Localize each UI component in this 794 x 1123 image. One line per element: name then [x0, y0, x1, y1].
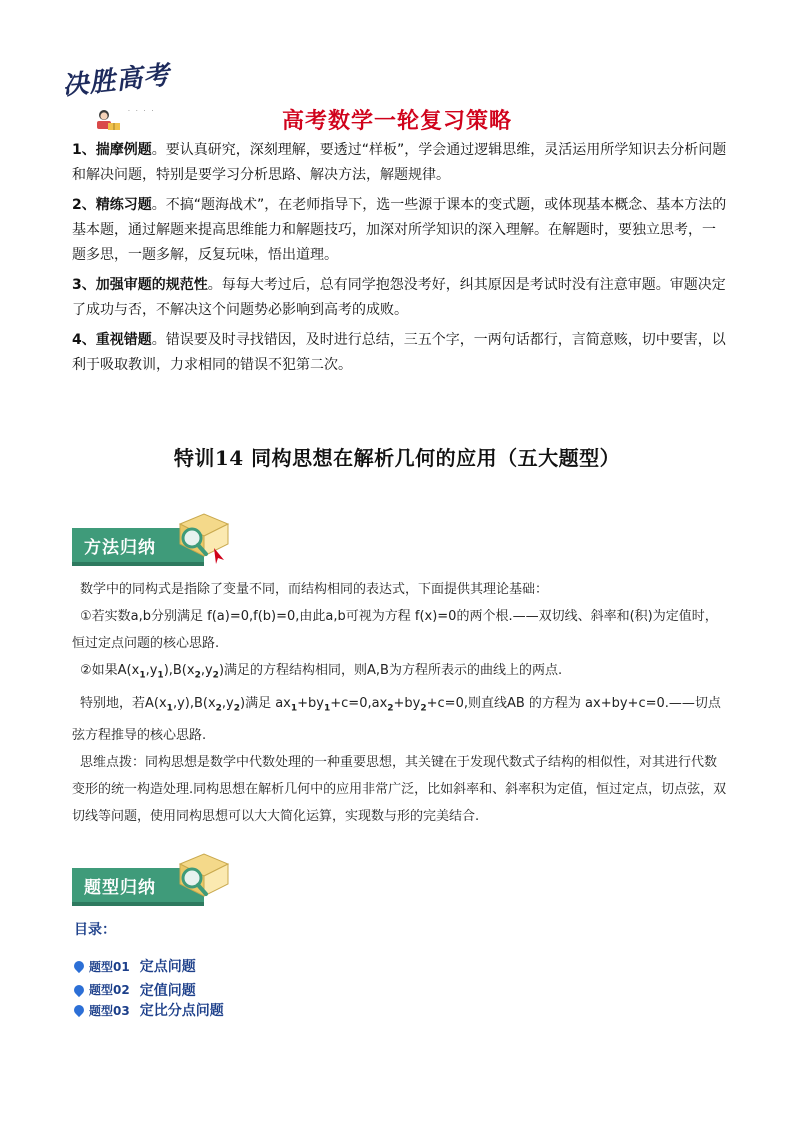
- strategy-body: 。不搞“题海战术”，在老师指导下，选一些源于课本的变式题，或体现基本概念、基本方法的基本题，通过解题来提高思维能力和解题技巧，加深对所学知识的深入理解。在解题时，要独立思考，一题多思，一题多解，反复玩味，悟出道理。: [72, 196, 727, 264]
- strategy-lead: 1、揣摩例题: [72, 142, 152, 158]
- toc-item-code: 题型03: [89, 1003, 130, 1018]
- strategy-lead: 4、重视错题: [72, 331, 152, 348]
- method-banner-label: 方法归纳: [84, 538, 156, 558]
- toc-item-name: 定值问题: [139, 982, 196, 999]
- method-summary: 思维点拨：同构思想是数学中代数处理的一种重要思想，其关键在于发现代数式子结构的相似性，对其进行代数变形的统一构造处理.同构思想在解析几何中的应用非常广泛，比如斜率和、斜率积为定值，恒过定点，切点弦，双切线等问题，使用同构思想可以大大简化运算，实现数与形的完美结合.: [72, 755, 727, 825]
- toc-item-code: 题型02: [89, 983, 130, 997]
- method-intro: 数学中的同构式是指除了变量不同，而结构相同的表达式，下面提供其理论基础：: [80, 582, 549, 597]
- strategy-list: [72, 138, 727, 383]
- toc-item-name: 定点问题: [139, 959, 196, 975]
- strategy-item: [72, 273, 727, 323]
- toc-item-name: 定比分点问题: [139, 1003, 224, 1019]
- method-point-3: 特别地，若$A(x_1,y),B(x_2,y_2)$满足 $ax_1+by_1+c=0,ax_2+by_2+c=0$,则直线AB 的方程为 ax+by+c=0.——切点弦方程推导的核心思路.: [72, 695, 721, 744]
- book-magnifier-icon: [174, 848, 234, 904]
- toc-label: 目录：: [74, 922, 116, 938]
- method-section-header: [72, 508, 232, 572]
- method-point-1: ①若实数a,b分别满足 f(a)=0,f(b)=0,由此a,b可视为方程 f(x)=0的两个根.——双切线、斜率和(积)为定值时，恒过定点问题的核心思路.: [72, 609, 718, 651]
- toc-item[interactable]: [74, 980, 224, 999]
- strategy-item: [72, 193, 727, 269]
- location-pin-icon: [72, 1003, 86, 1017]
- toc-item[interactable]: [74, 955, 224, 977]
- strategy-body: 。错误要及时寻找错因，及时进行总结，三五个字，一两句话都行，言简意赅，切中要害，以利于吸取教训，力求相同的错误不犯第二次。: [72, 331, 726, 374]
- logo-decoration: · · · ·: [128, 108, 156, 115]
- lesson-title: 特训14 同构思想在解析几何的应用（五大题型）: [173, 446, 621, 470]
- location-pin-icon: [72, 982, 86, 996]
- strategy-body: 。每每大考过后，总有同学抱怨没考好，纠其原因是考试时没有注意审题。审题决定了成功与否，不解决这个问题势必影响到高考的成败。: [72, 277, 726, 319]
- toc-item[interactable]: [74, 999, 224, 1021]
- strategy-item: [72, 138, 727, 188]
- page-title: 高考数学一轮复习策略: [281, 109, 512, 134]
- types-banner-label: 题型归纳: [84, 878, 156, 898]
- logo-text: 决胜高考: [60, 60, 172, 102]
- location-pin-icon: [72, 959, 86, 973]
- strategy-lead: 2、精练习题: [72, 196, 152, 213]
- toc-list: [74, 955, 224, 1024]
- types-section-header: [72, 848, 232, 912]
- method-point-2: ②如果$A(x_1,y_1),B(x_2,y_2)$满足的方程结构相同，则A,B为方程所表示的曲线上的两点.: [80, 663, 563, 681]
- toc-item-code: 题型01: [89, 959, 130, 974]
- strategy-body: 。要认真研究，深刻理解，要透过“样板”，学会通过逻辑思维，灵活运用所学知识去分析问题和解决问题，特别是要学习分析思路、解决方法，解题规律。: [72, 142, 727, 184]
- book-magnifier-icon: [174, 508, 234, 564]
- method-content: [72, 576, 727, 830]
- strategy-item: [72, 328, 727, 378]
- strategy-lead: 3、加强审题的规范性: [72, 277, 208, 294]
